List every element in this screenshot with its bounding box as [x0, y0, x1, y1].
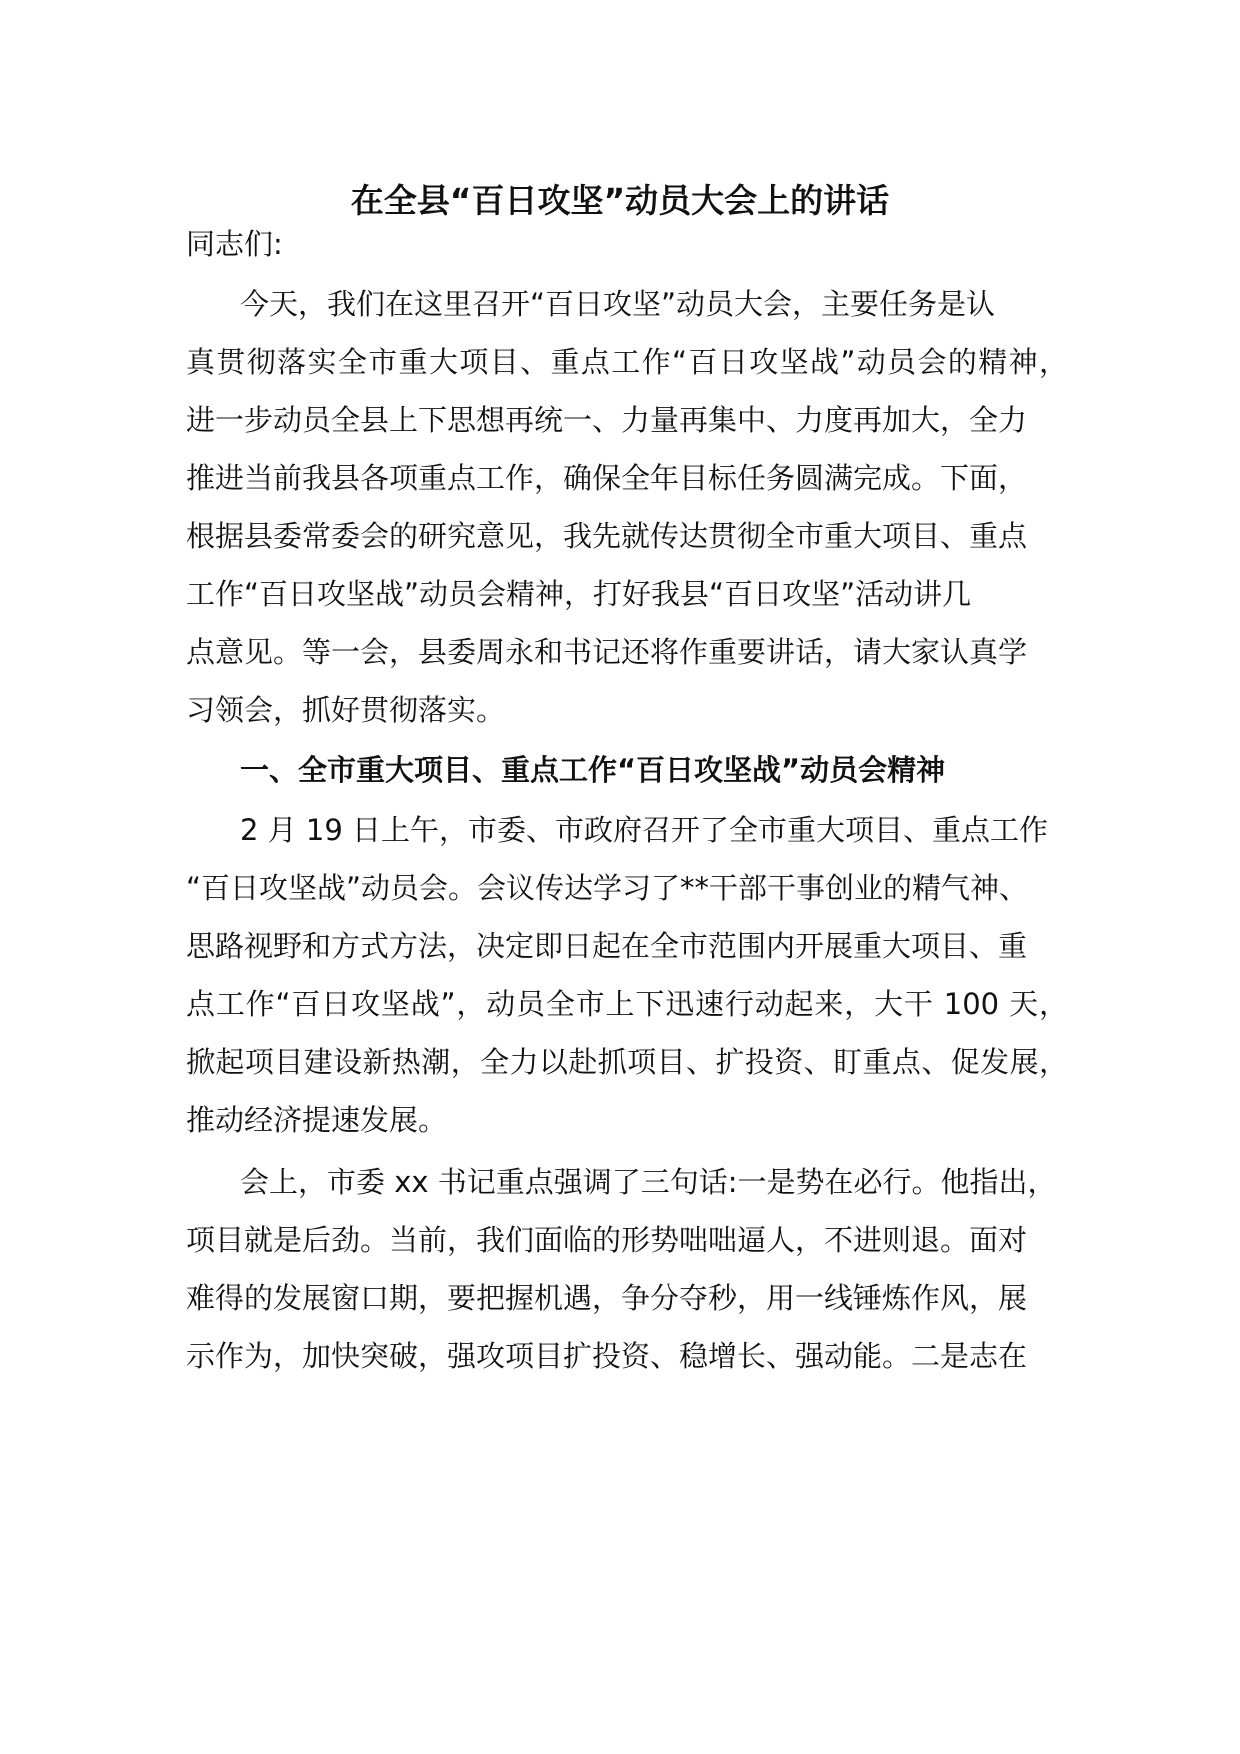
- paragraph-line: 习领会，抓好贯彻落实。: [186, 693, 506, 727]
- paragraph-line: 今天，我们在这里召开“百日攻坚”动员大会，主要任务是认: [240, 287, 996, 321]
- paragraph-line: 推动经济提速发展。: [186, 1103, 448, 1137]
- document-title: 在全县“百日攻坚”动员大会上的讲话: [350, 181, 890, 220]
- salutation: 同志们:: [186, 227, 283, 261]
- paragraph-line: 推进当前我县各项重点工作，确保全年目标任务圆满完成。下面，: [186, 461, 1028, 495]
- paragraph-line: 2 月 19 日上午，市委、市政府召开了全市重大项目、重点工作: [240, 813, 1049, 847]
- paragraph-line: 工作“百日攻坚战”动员会精神，打好我县“百日攻坚”活动讲几: [186, 577, 972, 611]
- paragraph-line: “百日攻坚战”动员会。会议传达学习了**干部干事创业的精气神、: [186, 871, 1029, 905]
- paragraph-line: 掀起项目建设新热潮，全力以赴抓项目、扩投资、盯重点、促发展，: [186, 1045, 1068, 1079]
- paragraph-line: 示作为，加快突破，强攻项目扩投资、稳增长、强动能。二是志在: [186, 1339, 1028, 1373]
- paragraph-line: 点意见。等一会，县委周永和书记还将作重要讲话，请大家认真学: [186, 635, 1028, 669]
- paragraph-line: 难得的发展窗口期，要把握机遇，争分夺秒，用一线锤炼作风，展: [186, 1281, 1028, 1315]
- paragraph-line: 会上，市委 xx 书记重点强调了三句话:一是势在必行。他指出，: [240, 1165, 1057, 1199]
- paragraph-line: 根据县委常委会的研究意见，我先就传达贯彻全市重大项目、重点: [186, 519, 1028, 553]
- paragraph-line: 项目就是后劲。当前，我们面临的形势咄咄逼人，不进则退。面对: [186, 1223, 1028, 1257]
- paragraph-line: 进一步动员全县上下思想再统一、力量再集中、力度再加大，全力: [186, 403, 1028, 437]
- paragraph-line: 点工作“百日攻坚战”，动员全市上下迅速行动起来，大干 100 天，: [186, 987, 1068, 1021]
- paragraph-line: 真贯彻落实全市重大项目、重点工作“百日攻坚战”动员会的精神，: [186, 345, 1068, 379]
- section-heading: 一、全市重大项目、重点工作“百日攻坚战”动员会精神: [240, 753, 946, 787]
- paragraph-line: 思路视野和方式方法，决定即日起在全市范围内开展重大项目、重: [186, 929, 1028, 963]
